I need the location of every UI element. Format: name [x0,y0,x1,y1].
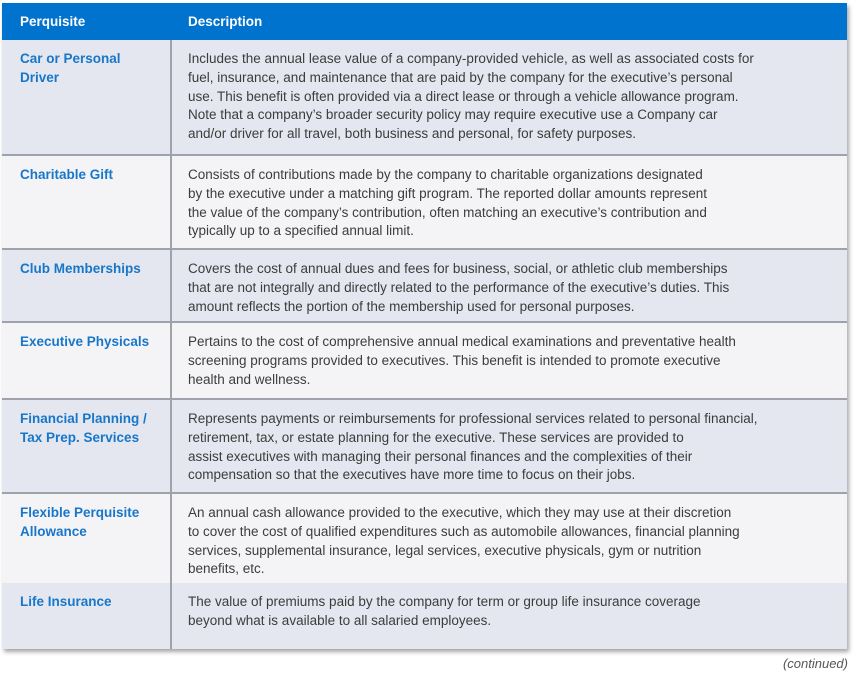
perquisite-name-line: Life Insurance [20,594,112,609]
column-divider [170,250,172,321]
description-line: typically up to a specified annual limit. [188,223,414,239]
perquisite-description [188,333,838,389]
column-divider [170,494,172,583]
perquisite-name-line: Flexible Perquisite [20,505,140,520]
perquisite-description [188,166,838,241]
column-divider [170,156,172,248]
perquisite-name-line: Executive Physicals [20,334,150,349]
description-line: screening programs provided to executives. This benefit is intended to promote executive [188,352,721,368]
description-line: Pertains to the cost of comprehensive annual medical examinations and preventative health [188,334,736,349]
description-line: An annual cash allowance provided to the executive, which they may use at their discretion [188,505,732,520]
description-line: The value of premiums paid by the company for term or group life insurance coverage [188,594,701,609]
column-divider [170,583,172,649]
description-line: use. This benefit is often provided via a direct lease or through a vehicle allowance program. [188,88,739,104]
description-line: compensation so that the executives have more time to focus on their jobs. [188,467,636,483]
perquisites-table [2,3,847,649]
column-divider [170,400,172,492]
perquisite-name-line: Car or Personal [20,51,121,66]
description-line: by the executive under a matching gift program. The reported dollar amounts represent [188,185,708,201]
description-line: Covers the cost of annual dues and fees for business, social, or athletic club memberships [188,261,728,276]
perquisite-name [20,410,170,447]
table-row [2,154,847,248]
perquisite-name [20,50,170,87]
perquisite-name-line: Club Memberships [20,261,141,276]
perquisite-description [188,260,838,316]
perquisite-name [20,504,170,541]
perquisite-name [20,333,170,352]
description-line: Includes the annual lease value of a company-provided vehicle, as well as associated costs for [188,51,754,66]
perquisite-name [20,260,170,279]
table-row [2,583,847,649]
perquisite-description [188,504,838,579]
perquisite-name-line: Driver [20,69,60,85]
description-line: to cover the cost of qualified expenditures such as automobile allowances, financial planning [188,523,740,539]
description-line: health and wellness. [188,371,311,387]
table-row [2,321,847,398]
table-row [2,40,847,154]
description-line: fuel, insurance, and maintenance that are paid by the company for the executive’s personal [188,69,733,85]
table-header [2,3,847,40]
description-line: assist executives with managing their personal finances and the complexities of their [188,448,693,464]
perquisite-description [188,593,838,631]
description-line: the value of the company’s contribution, often matching an executive’s contribution and [188,204,707,220]
description-line: beyond what is available to all salaried employees. [188,612,492,628]
column-divider [170,323,172,398]
description-line: and/or driver for all travel, both business and personal, for safety purposes. [188,126,636,142]
perquisite-description [188,410,838,485]
description-line: amount reflects the portion of the membership used for personal purposes. [188,298,635,314]
description-line: Consists of contributions made by the company to charitable organizations designated [188,167,703,182]
table-row [2,248,847,321]
description-line: Note that a company’s broader security policy may require executive use a Company car [188,107,718,123]
description-line: retirement, tax, or estate planning for the executive. These services are provided to [188,429,684,445]
perquisite-name [20,593,170,612]
description-line: services, supplemental insurance, legal services, executive physicals, gym or nutrition [188,542,702,558]
continued-note: (continued) [782,656,848,671]
description-line: that are not integrally and directly related to the performance of the executive’s duties. This [188,279,730,295]
perquisite-name-line: Charitable Gift [20,167,114,182]
perquisite-name-line: Financial Planning / [20,411,147,426]
perquisite-name [20,166,170,185]
description-line: Represents payments or reimbursements for professional services related to personal financial, [188,411,758,426]
table-row [2,492,847,583]
table-row [2,398,847,492]
header-perquisite: Perquisite [20,14,86,29]
header-description: Description [188,14,263,29]
description-line: benefits, etc. [188,561,265,577]
perquisite-name-line: Tax Prep. Services [20,429,140,445]
perquisite-description [188,50,838,144]
column-divider [170,40,172,154]
perquisite-name-line: Allowance [20,523,87,539]
